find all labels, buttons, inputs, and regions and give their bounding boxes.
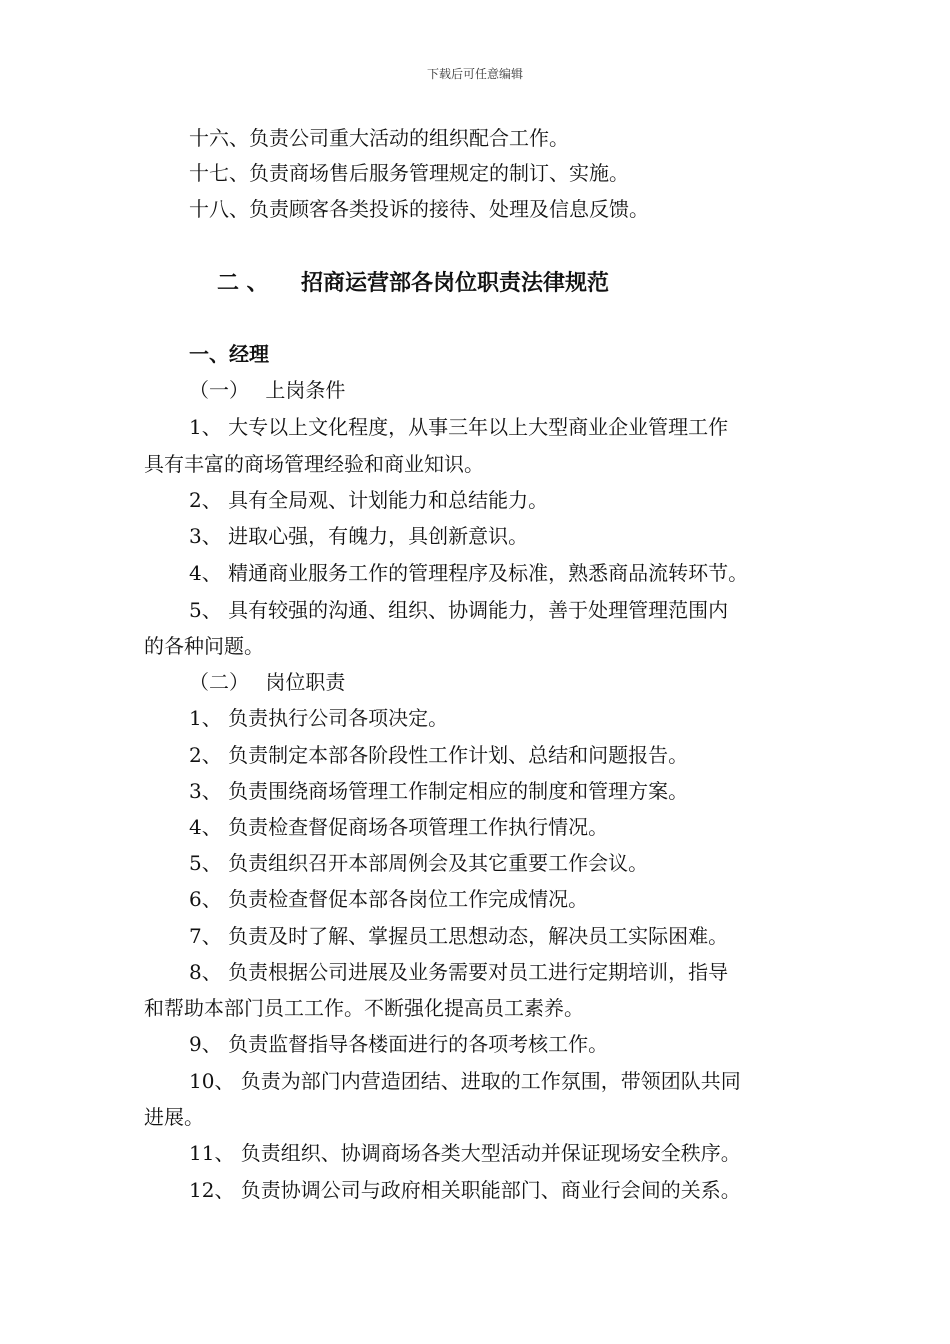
list-item: 10、 负责为部门内营造团结、进取的工作氛围，带领团队共同 — [189, 1069, 741, 1093]
list-item: 6、 负责检查督促本部各岗位工作完成情况。 — [189, 887, 589, 911]
list-item: 2、 具有全局观、计划能力和总结能力。 — [189, 488, 549, 512]
list-item: 十八、负责顾客各类投诉的接待、处理及信息反馈。 — [189, 197, 649, 221]
list-item: 8、 负责根据公司进展及业务需要对员工进行定期培训，指导 — [189, 960, 729, 984]
section-title — [217, 268, 609, 298]
list-item-continuation: 具有丰富的商场管理经验和商业知识。 — [144, 452, 484, 476]
list-item: 3、 进取心强，有魄力，具创新意识。 — [189, 524, 529, 548]
list-item: 十七、负责商场售后服务管理规定的制订、实施。 — [189, 161, 629, 185]
list-item: 7、 负责及时了解、掌握员工思想动态，解决员工实际困难。 — [189, 924, 729, 948]
list-item: 1、 负责执行公司各项决定。 — [189, 706, 449, 730]
list-item: 11、 负责组织、协调商场各类大型活动并保证现场安全秩序。 — [189, 1141, 741, 1165]
section-number: 二 、 — [217, 270, 269, 296]
list-item: 2、 负责制定本部各阶段性工作计划、总结和问题报告。 — [189, 743, 689, 767]
list-item: 9、 负责监督指导各楼面进行的各项考核工作。 — [189, 1032, 609, 1056]
header-note: 下载后可任意编辑 — [426, 67, 523, 81]
conditions-heading: （一） 上岗条件 — [189, 378, 346, 402]
section-title-text: 招商运营部各岗位职责法律规范 — [301, 270, 610, 296]
list-item-continuation: 进展。 — [144, 1105, 204, 1129]
list-item: 4、 负责检查督促商场各项管理工作执行情况。 — [189, 815, 609, 839]
list-item: 4、 精通商业服务工作的管理程序及标准，熟悉商品流转环节。 — [189, 561, 749, 585]
list-item: 1、 大专以上文化程度，从事三年以上大型商业企业管理工作 — [189, 415, 729, 439]
list-item-continuation: 的各种问题。 — [144, 634, 264, 658]
list-item: 5、 负责组织召开本部周例会及其它重要工作会议。 — [189, 851, 649, 875]
list-item: 12、 负责协调公司与政府相关职能部门、商业行会间的关系。 — [189, 1178, 741, 1202]
list-item: 十六、负责公司重大活动的组织配合工作。 — [189, 126, 569, 150]
duties-heading: （二） 岗位职责 — [189, 670, 346, 694]
list-item: 5、 具有较强的沟通、组织、协调能力，善于处理管理范围内 — [189, 598, 729, 622]
subsection-heading: 一、经理 — [189, 342, 269, 366]
list-item: 3、 负责围绕商场管理工作制定相应的制度和管理方案。 — [189, 779, 689, 803]
list-item-continuation: 和帮助本部门员工工作。不断强化提高员工素养。 — [144, 996, 584, 1020]
